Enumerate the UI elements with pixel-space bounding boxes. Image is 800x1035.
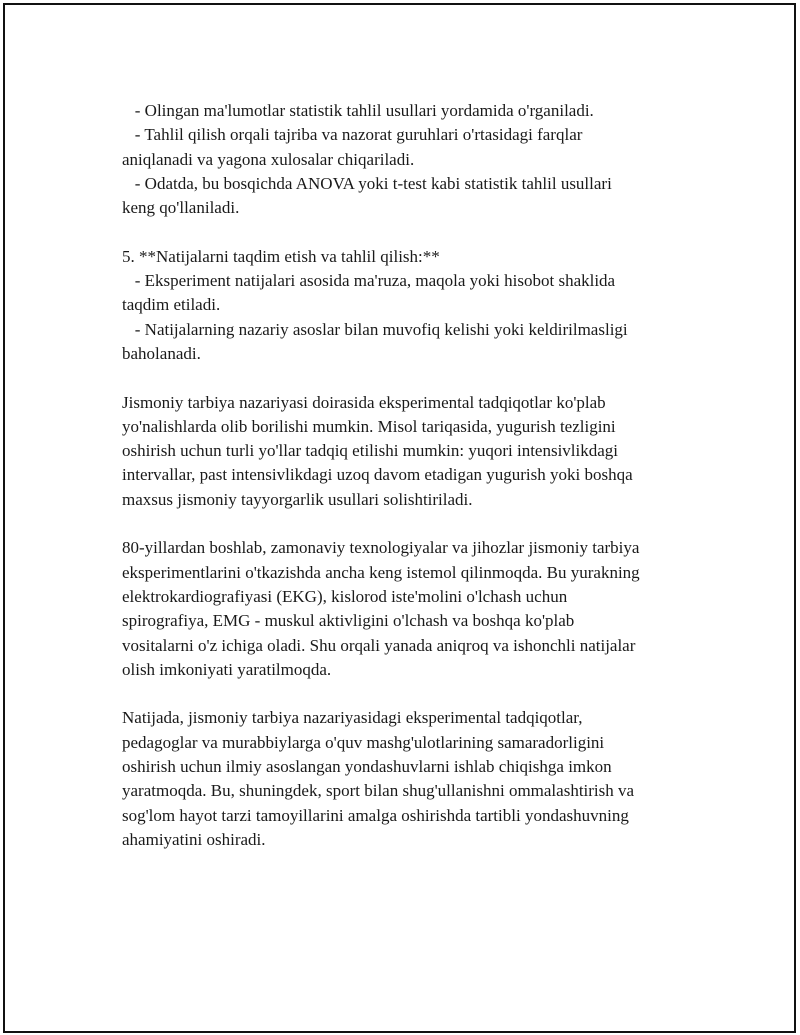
paragraph-line: 80-yillardan boshlab, zamonaviy texnologiyalar va jihozlar jismoniy tarbiya <box>122 538 640 558</box>
paragraph-line: pedagoglar va murabbiylarga o'quv mashg'ulotlarining samaradorligini <box>122 732 605 752</box>
paragraph-conclusion <box>122 706 692 852</box>
paragraph-line: oshirish uchun ilmiy asoslangan yondashuvlarni ishlab chiqishga imkon <box>122 757 612 777</box>
paragraph-technology <box>122 536 692 682</box>
paragraph-line: Natijada, jismoniy tarbiya nazariyasidagi eksperimental tadqiqotlar, <box>122 708 583 728</box>
list-item-continuation: taqdim etiladi. <box>122 295 221 315</box>
paragraph-gap <box>122 366 692 390</box>
paragraph-line: spirografiya, EMG - muskul aktivligini o'lchash va boshqa ko'plab <box>122 611 575 631</box>
paragraph-line: oshirish uchun turli yo'llar tadqiq etilishi mumkin: yuqori intensivlikdagi <box>122 441 619 461</box>
list-item: - Odatda, bu bosqichda ANOVA yoki t-test kabi statistik tahlil usullari <box>122 173 612 193</box>
list-item-continuation: keng qo'llaniladi. <box>122 198 240 218</box>
paragraph-line: yo'nalishlarda olib borilishi mumkin. Misol tariqasida, yugurish tezligini <box>122 416 616 436</box>
paragraph-line: eksperimentlarini o'tkazishda ancha keng istemol qilinmoqda. Bu yurakning <box>122 562 640 582</box>
paragraph-line: sog'lom hayot tarzi tamoyillarini amalga oshirishda tartibli yondashuvning <box>122 805 629 825</box>
step-5-section <box>122 245 692 366</box>
paragraph-gap <box>122 682 692 706</box>
paragraph-gap <box>122 220 692 244</box>
paragraph-line: elektrokardiografiyasi (EKG), kislorod iste'molini o'lchash uchun <box>122 586 568 606</box>
list-item: - Natijalarning nazariy asoslar bilan muvofiq kelishi yoki keldirilmasligi <box>122 319 628 339</box>
paragraph-line: olish imkoniyati yaratilmoqda. <box>122 659 332 679</box>
analysis-list <box>122 99 692 220</box>
paragraph-research-directions <box>122 391 692 512</box>
list-item: - Olingan ma'lumotlar statistik tahlil usullari yordamida o'rganiladi. <box>122 101 594 120</box>
step-heading: 5. **Natijalarni taqdim etish va tahlil qilish:** <box>122 246 440 266</box>
list-item-continuation: aniqlanadi va yagona xulosalar chiqariladi. <box>122 149 415 169</box>
paragraph-line: ahamiyatini oshiradi. <box>122 829 266 849</box>
paragraph-line: Jismoniy tarbiya nazariyasi doirasida eksperimental tadqiqotlar ko'plab <box>122 392 606 412</box>
page-frame <box>3 3 796 1033</box>
list-item: - Tahlil qilish orqali tajriba va nazorat guruhlari o'rtasidagi farqlar <box>122 125 583 145</box>
paragraph-line: yaratmoqda. Bu, shuningdek, sport bilan shug'ullanishni ommalashtirish va <box>122 781 635 801</box>
paragraph-line: intervallar, past intensivlikdagi uzoq davom etadigan yugurish yoki boshqa <box>122 465 633 485</box>
paragraph-line: maxsus jismoniy tayyorgarlik usullari solishtiriladi. <box>122 489 473 509</box>
paragraph-line: vositalarni o'z ichiga oladi. Shu orqali yanada aniqroq va ishonchli natijalar <box>122 635 636 655</box>
list-item: - Eksperiment natijalari asosida ma'ruza, maqola yoki hisobot shaklida <box>122 271 616 291</box>
paragraph-gap <box>122 512 692 536</box>
list-item-continuation: baholanadi. <box>122 343 201 363</box>
document-body <box>122 99 692 852</box>
